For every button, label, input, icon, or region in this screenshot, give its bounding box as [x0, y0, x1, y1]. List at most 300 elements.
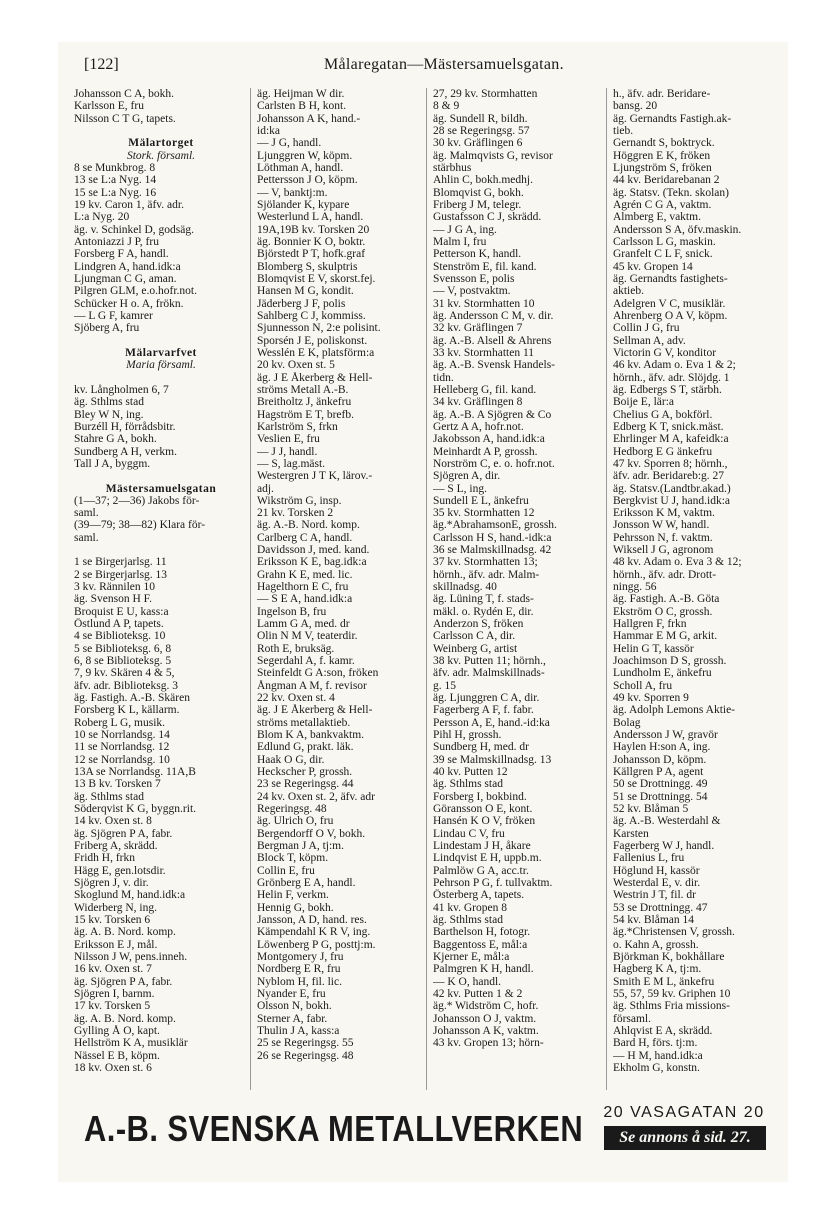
directory-entry: Kämpendahl K R V, ing.	[257, 926, 371, 939]
directory-entry: 13 se L:a Nyg. 14	[74, 174, 157, 187]
directory-entry: Helin G T, kassör	[613, 642, 694, 655]
directory-entry: församl.	[613, 1012, 652, 1025]
directory-entry: Svensson E, polis	[433, 272, 515, 285]
directory-entry: Fagerberg W J, handl.	[613, 840, 715, 853]
directory-entry: Sjunnesson N, 2:e polisint.	[257, 322, 381, 335]
directory-entry: 1 se Birgerjarlsg. 11	[74, 556, 167, 569]
directory-entry: Gertz A A, hofr.not.	[433, 420, 524, 433]
directory-entry: Löthman A, handl.	[257, 161, 344, 174]
directory-entry: 55, 57, 59 kv. Griphen 10	[613, 987, 731, 1000]
directory-entry: Eriksson E J, mål.	[74, 938, 158, 951]
directory-entry: Hammar E M G, arkit.	[613, 630, 718, 643]
directory-entry: Björstedt P T, hofk.graf	[257, 248, 366, 261]
directory-entry: Helleberg G, fil. kand.	[433, 383, 537, 396]
directory-entry: Burzéll H, förrådsbitr.	[74, 420, 176, 433]
directory-entry: Lamm G A, med. dr	[257, 618, 350, 631]
directory-entry: Westergren J T K, lärov.-	[257, 470, 373, 483]
directory-entry: äfv. adr. Beridareb:g. 27	[613, 470, 725, 483]
directory-entry: — V, postvaktm.	[433, 285, 511, 298]
directory-entry: Agrén C G A, vaktm.	[613, 198, 712, 211]
directory-entry: 39 se Malmskillnadsg. 13	[433, 753, 552, 766]
directory-entry: tieb.	[613, 124, 634, 137]
directory-entry: tidn.	[433, 371, 454, 384]
directory-entry: Blomqvist G, bokh.	[433, 186, 524, 199]
directory-entry: hörnh., äfv. adr. Slöjdg. 1	[613, 371, 730, 384]
directory-entry: Bard H, förs. tj:m.	[613, 1037, 698, 1050]
directory-entry: 3 kv. Rännilen 10	[74, 581, 156, 594]
directory-entry: Johansson A K, vaktm.	[433, 1024, 539, 1037]
directory-entry: Granfelt C L F, snick.	[613, 248, 713, 261]
directory-entry: äg. Sthlms stad	[74, 396, 144, 409]
directory-entry: Hedborg E G änkefru	[613, 445, 713, 458]
directory-entry: 19 kv. Caron 1, äfv. adr.	[74, 198, 184, 211]
directory-entry: 10 se Norrlandsg. 14	[74, 729, 170, 742]
directory-entry: Norström C, e. o. hofr.not.	[433, 457, 555, 470]
directory-entry: Ekström O C, grossh.	[613, 605, 713, 618]
directory-entry: Hagström E T, brefb.	[257, 408, 354, 421]
directory-entry: skillnadsg. 40	[433, 581, 497, 594]
section-heading: Mälartorget	[128, 137, 194, 150]
directory-entry: Regeringsg. 48	[257, 803, 327, 816]
advert-address: 20 VASAGATAN 20	[603, 1104, 765, 1121]
directory-entry: 8 se Munkbrog. 8	[74, 161, 156, 174]
directory-entry: 20 kv. Oxen st. 5	[257, 359, 335, 372]
directory-entry: g. 15	[433, 679, 456, 692]
directory-entry: Roberg L G, musik.	[74, 716, 166, 729]
directory-entry: 17 kv. Torsken 5	[74, 1000, 151, 1013]
directory-entry: Haak O G, dir.	[257, 753, 325, 766]
directory-entry: Jansson, A D, hand. res.	[257, 913, 367, 926]
directory-entry: äg.*Christensen V, grossh.	[613, 926, 735, 939]
spacer	[74, 125, 248, 137]
directory-entry: äg. A.-B. Alsell & Ahrens	[433, 334, 552, 347]
directory-entry: Hallgren F, frkn	[613, 618, 687, 631]
directory-entry: äg. A.-B. Westerdahl &	[613, 815, 721, 828]
directory-entry: adj.	[257, 482, 274, 495]
directory-entry: äg. Ulrich O, fru	[257, 815, 334, 828]
directory-entry: 36 se Malmskillnadsg. 42	[433, 544, 552, 557]
directory-entry: o. Kahn A, grossh.	[613, 938, 699, 951]
directory-entry: äg. A.-B. Nord. komp.	[257, 519, 360, 532]
directory-entry: 50 se Drottningg. 49	[613, 778, 708, 791]
directory-entry: Pettersson J O, köpm.	[257, 174, 358, 187]
directory-entry: Hennig G, bokh.	[257, 901, 334, 914]
directory-entry: Scholl A, fru	[613, 679, 673, 692]
directory-entry: äg. Sjögren P A, fabr.	[74, 975, 173, 988]
directory-entry: Collin E, fru	[257, 864, 315, 877]
directory-columns	[68, 88, 784, 1090]
directory-entry: 19A,19B kv. Torsken 20	[257, 223, 370, 236]
directory-entry: 14 kv. Oxen st. 8	[74, 815, 152, 828]
directory-entry: 16 kv. Oxen st. 7	[74, 963, 152, 976]
directory-entry: 23 se Regeringsg. 44	[257, 778, 354, 791]
directory-entry: äg. Sthlms stad	[433, 913, 503, 926]
directory-entry: 13A se Norrlandsg. 11A,B	[74, 766, 196, 779]
section-heading: Mästersamuelsgatan	[105, 482, 217, 495]
directory-entry: id:ka	[257, 124, 280, 137]
directory-entry: mäkl. o. Rydén E, dir.	[433, 605, 534, 618]
page-number: [122]	[84, 56, 119, 73]
directory-entry: hörnh., äfv. adr. Drott-	[613, 568, 717, 581]
directory-entry: 54 kv. Blåman 14	[613, 913, 695, 926]
directory-entry: 52 kv. Blåman 5	[613, 803, 689, 816]
directory-entry: Ångman A M, f. revisor	[257, 679, 367, 692]
directory-entry: Andersson S A, öfv.maskin.	[613, 223, 742, 236]
directory-entry: Westrin J T, fil. dr	[613, 889, 696, 902]
directory-entry: 37 kv. Stormhatten 13;	[433, 556, 538, 569]
directory-entry: Malm I, fru	[433, 235, 487, 248]
directory-entry: 7, 9 kv. Skären 4 & 5,	[74, 667, 175, 680]
directory-entry: Nyblom H, fil. lic.	[257, 975, 342, 988]
directory-entry: äg. A.-B. A Sjögren & Co	[433, 408, 552, 421]
directory-entry: Forsberg F A, handl.	[74, 248, 169, 261]
directory-entry: Montgomery J, fru	[257, 950, 344, 963]
directory-entry: Johansson O J, vaktm.	[433, 1012, 537, 1025]
directory-entry: Sundell E L, änkefru	[433, 494, 529, 507]
directory-entry: Pehrsson N, f. vaktm.	[613, 531, 713, 544]
directory-entry: 35 kv. Stormhatten 12	[433, 507, 535, 520]
directory-entry: 21 kv. Torsken 2	[257, 507, 334, 520]
directory-entry: Grönberg E A, handl.	[257, 877, 356, 889]
directory-entry: äfv. adr. Biblioteksg. 3	[74, 679, 179, 692]
directory-entry: äg. Ljunggren C A, dir.	[433, 692, 540, 705]
directory-entry: Broquist E U, kass:a	[74, 605, 169, 618]
page-title: Målaregatan—Mästersamuelsgatan.	[324, 56, 564, 73]
directory-entry: Hansen M G, kondit.	[257, 285, 354, 298]
directory-entry: Carlsten B H, kont.	[257, 100, 347, 113]
directory-entry: 44 kv. Beridarebanan 2	[613, 174, 720, 187]
advert-company: A.-B. SVENSKA METALLVERKEN	[84, 1108, 584, 1149]
directory-entry: Skoglund M, hand.idk:a	[74, 889, 186, 902]
directory-entry: äg. Statsv. (Tekn. skolan)	[613, 186, 729, 199]
directory-entry: Höglund H, kassör	[613, 864, 700, 877]
directory-entry: Widerberg N, ing.	[74, 901, 157, 914]
directory-entry: Eriksson K M, vaktm.	[613, 507, 715, 520]
directory-entry: Edlund G, prakt. läk.	[257, 741, 354, 754]
directory-entry: Carlberg C A, handl.	[257, 531, 353, 544]
directory-entry: Tall J A, byggm.	[74, 457, 151, 470]
directory-entry: saml.	[74, 507, 99, 520]
directory-entry: Wesslén E K, platsförm:a	[257, 346, 375, 359]
directory-entry: Höggren E K, fröken	[613, 149, 711, 162]
directory-entry: äg. v. Schinkel D, godsäg.	[74, 223, 194, 236]
directory-entry: Haylen H:son A, ing.	[613, 741, 711, 754]
directory-entry: 46 kv. Adam o. Eva 1 & 2;	[613, 359, 736, 372]
directory-entry: ströms Metall A.-B.	[257, 383, 349, 396]
directory-entry: 5 se Biblioteksg. 6, 8	[74, 642, 172, 655]
directory-entry: Ahrenberg O A V, köpm.	[613, 309, 728, 322]
directory-entry: Nyander E, fru	[257, 987, 326, 1000]
directory-entry: Steinfeldt G A:son, fröken	[257, 667, 379, 680]
directory-entry: äfv. adr. Malmskillnads-	[433, 667, 545, 680]
directory-entry: Carlsson C A, dir.	[433, 630, 516, 643]
directory-entry: Sahlberg C J, kommiss.	[257, 309, 366, 322]
spacer	[74, 372, 248, 384]
directory-entry: äg. Svenson H F.	[74, 593, 152, 606]
spacer	[74, 544, 248, 556]
directory-entry: Andersson J W, gravör	[613, 729, 718, 742]
directory-entry: 34 kv. Gräflingen 8	[433, 396, 523, 409]
directory-entry: 40 kv. Putten 12	[433, 766, 508, 779]
directory-entry: Hägg E, gen.lotsdir.	[74, 864, 166, 877]
directory-entry: Gylling Å O, kapt.	[74, 1024, 160, 1037]
directory-entry: 42 kv. Putten 1 & 2	[433, 987, 523, 1000]
directory-entry: aktieb.	[613, 285, 644, 298]
directory-entry: Bergendorff O V, bokh.	[257, 827, 366, 840]
directory-entry: Stahre G A, bokh.	[74, 433, 157, 446]
directory-entry: Östlund A P, tapets.	[74, 618, 164, 631]
directory-entry: — K O, handl.	[433, 975, 502, 988]
directory-entry: Olsson N, bokh.	[257, 1000, 332, 1013]
directory-entry: 22 kv. Oxen st. 4	[257, 692, 335, 705]
directory-entry: 28 se Regeringsg. 57	[433, 124, 530, 137]
page-header	[84, 52, 784, 82]
directory-entry: kv. Långholmen 6, 7	[74, 383, 169, 396]
directory-entry: (1—37; 2—36) Jakobs för-	[74, 494, 200, 507]
directory-entry: Bolag	[613, 716, 641, 729]
directory-entry: 11 se Norrlandsg. 12	[74, 741, 170, 754]
directory-entry: äg. A.-B. Svensk Handels-	[433, 359, 556, 372]
directory-entry: Edberg K T, snick.mäst.	[613, 420, 724, 433]
directory-entry: Ljungman C G, aman.	[74, 272, 177, 285]
directory-entry: Wiksell J G, agronom	[613, 544, 714, 557]
directory-entry: Ahlin C, bokh.medhj.	[433, 174, 533, 187]
directory-entry: Weinberg G, artist	[433, 642, 518, 655]
directory-entry: äg. Statsv.(Landtbr.akad.)	[613, 482, 731, 495]
directory-entry: Gustafsson C J, skrädd.	[433, 211, 542, 224]
column-1	[68, 88, 250, 1090]
directory-entry: äg. A. B. Nord. komp.	[74, 1012, 176, 1025]
directory-entry: Sjölander K, kypare	[257, 198, 350, 211]
directory-entry: Segerdahl A, f. kamr.	[257, 655, 355, 668]
directory-entry: ningg. 56	[613, 581, 657, 594]
directory-entry: 53 se Drottningg. 47	[613, 901, 708, 914]
directory-entry: äg. Adolph Lemons Aktie-	[613, 704, 736, 717]
directory-entry: Forsberg I, bokbind.	[433, 790, 527, 803]
directory-entry: Davidsson J, med. kand.	[257, 544, 370, 557]
directory-entry: Veslien E, fru	[257, 433, 320, 446]
directory-entry: ströms metallaktieb.	[257, 716, 351, 729]
directory-entry: Petterson K, handl.	[433, 248, 522, 261]
directory-entry: Österberg A, tapets.	[433, 889, 525, 902]
directory-entry: äg. Edbergs S T, stärbh.	[613, 383, 722, 396]
directory-entry: Fallenius L, fru	[613, 852, 685, 865]
directory-entry: äg. Sthlms stad	[433, 778, 503, 791]
directory-entry: Björkman K, bokhållare	[613, 950, 725, 963]
directory-entry: Schücker H o. A, frökn.	[74, 297, 184, 310]
directory-entry: Friberg J M, telegr.	[433, 198, 522, 211]
directory-entry: Persson A, E, hand.-id:ka	[433, 716, 550, 729]
parish-note: Maria församl.	[126, 359, 196, 372]
directory-entry: Fagerberg A F, f. fabr.	[433, 704, 534, 717]
directory-entry: Lindgren A, hand.idk:a	[74, 260, 181, 273]
directory-entry: — S L, ing.	[433, 482, 487, 495]
directory-entry: Sterner A, fabr.	[257, 1012, 328, 1025]
section-heading: Mälarvarfvet	[125, 346, 197, 359]
directory-entry: 43 kv. Gropen 13; hörn-	[433, 1037, 544, 1050]
directory-entry: Sjögren I, barnm.	[74, 987, 155, 1000]
directory-entry: — H M, hand.idk:a	[613, 1049, 703, 1062]
directory-entry: Antoniazzi J P, fru	[74, 235, 159, 248]
directory-entry: Jonsson W W, handl.	[613, 519, 710, 532]
directory-entry: Ingelson B, fru	[257, 605, 327, 618]
directory-entry: Karlsson E, fru	[74, 100, 144, 113]
directory-entry: äg. Sthlms stad	[74, 790, 144, 803]
directory-entry: Ljungström S, fröken	[613, 161, 712, 174]
directory-entry: Göransson O E, kont.	[433, 803, 533, 816]
directory-entry: 24 kv. Oxen st. 2, äfv. adr	[257, 790, 375, 803]
directory-entry: Sundberg A H, verkm.	[74, 445, 177, 458]
directory-entry: Bley W N, ing.	[74, 408, 144, 421]
directory-entry: 31 kv. Stormhatten 10	[433, 297, 535, 310]
directory-entry: Helin F, verkm.	[257, 889, 329, 902]
directory-entry: 47 kv. Sporren 8; hörnh.,	[613, 457, 728, 470]
directory-entry: Eriksson K E, bag.idk:a	[257, 556, 367, 569]
directory-entry: Lindestam J H, åkare	[433, 840, 531, 853]
directory-entry: 30 kv. Gräflingen 6	[433, 137, 523, 150]
directory-entry: äg. J E Åkerberg & Hell-	[257, 704, 373, 717]
advertisement	[84, 1100, 784, 1162]
directory-entry: Pilgren GLM, e.o.hofr.not.	[74, 285, 197, 298]
directory-entry: äg. Andersson C M, v. dir.	[433, 309, 554, 322]
directory-entry: äg. J E Åkerberg & Hell-	[257, 371, 373, 384]
directory-entry: Heckscher P, grossh.	[257, 766, 353, 779]
directory-entry: 15 se L:a Nyg. 16	[74, 186, 157, 199]
column-2	[250, 88, 426, 1090]
directory-entry: 4 se Biblioteksg. 10	[74, 630, 166, 643]
directory-entry: äg. Gernandts fastighets-	[613, 272, 728, 285]
directory-entry: Victorin G V, konditor	[613, 346, 717, 359]
directory-entry: Blomqvist E V, skorst.fej.	[257, 272, 376, 285]
directory-entry: Barthelson H, fotogr.	[433, 926, 531, 939]
directory-entry: Nässel E B, köpm.	[74, 1049, 160, 1062]
directory-entry: Wikström G, insp.	[257, 494, 342, 507]
directory-entry: Johansson D, köpm.	[613, 753, 707, 766]
directory-entry: Fridh H, frkn	[74, 852, 136, 865]
directory-entry: 8 & 9	[433, 100, 460, 113]
directory-entry: Kjerner E, mål:a	[433, 950, 510, 963]
directory-entry: Breitholtz J, änkefru	[257, 396, 352, 409]
directory-entry: äg.* Widström C, hofr.	[433, 1000, 539, 1013]
directory-entry: Stenström E, fil. kand.	[433, 260, 537, 273]
directory-entry: bansg. 20	[613, 100, 658, 113]
directory-entry: Karlström S, frkn	[257, 420, 338, 433]
directory-entry: — L G F, kamrer	[74, 309, 153, 322]
directory-entry: Söderqvist K G, byggn.rit.	[74, 803, 197, 816]
directory-entry: Gernandt S, boktryck.	[613, 137, 715, 150]
directory-entry: Bergkvist U J, hand.idk:a	[613, 494, 731, 507]
directory-entry: Johansson A K, hand.-	[257, 112, 361, 125]
directory-entry: Boije E, lär:a	[613, 396, 674, 409]
directory-page	[58, 42, 788, 1182]
directory-entry: — J G A, ing.	[433, 223, 497, 236]
directory-entry: 32 kv. Gräflingen 7	[433, 322, 523, 335]
directory-entry: Palmlöw G A, acc.tr.	[433, 864, 529, 877]
directory-entry: Jakobsson A, hand.idk:a	[433, 433, 545, 446]
directory-entry: äg. A. B. Nord. komp.	[74, 926, 176, 939]
directory-entry: 48 kv. Adam o. Eva 3 & 12;	[613, 556, 742, 569]
directory-entry: 15 kv. Torsken 6	[74, 913, 151, 926]
directory-entry: Almberg E, vaktm.	[613, 211, 701, 224]
directory-entry: 33 kv. Stormhatten 11	[433, 346, 535, 359]
directory-entry: Chelius G A, bokförl.	[613, 408, 713, 421]
directory-entry: äg. Bonnier K O, boktr.	[257, 235, 366, 248]
directory-entry: 38 kv. Putten 11; hörnh.,	[433, 655, 546, 668]
directory-entry: 2 se Birgerjarlsg. 13	[74, 568, 168, 581]
directory-entry: Meinhardt A P, grossh.	[433, 445, 538, 458]
directory-entry: 6, 8 se Biblioteksg. 5	[74, 655, 172, 668]
directory-entry: 26 se Regeringsg. 48	[257, 1049, 354, 1062]
directory-entry: äg. Fastigh. A.-B. Göta	[613, 593, 720, 606]
directory-entry: Ehrlinger M A, kafeidk:a	[613, 433, 729, 446]
directory-entry: — S E A, hand.idk:a	[257, 593, 353, 606]
directory-entry: äg.*AbrahamsonE, grossh.	[433, 519, 557, 532]
directory-entry: h., äfv. adr. Beridare-	[613, 88, 711, 100]
spacer	[74, 470, 248, 482]
directory-entry: äg. Heijman W dir.	[257, 88, 345, 100]
directory-entry: Collin J G, fru	[613, 322, 680, 335]
parish-note: Stork. församl.	[126, 149, 196, 162]
directory-entry: Roth E, bruksäg.	[257, 642, 335, 655]
spacer	[74, 335, 248, 347]
directory-entry: 41 kv. Gropen 8	[433, 901, 507, 914]
directory-entry: Nilsson J W, pens.inneh.	[74, 950, 188, 963]
directory-entry: Blomberg S, skulptris	[257, 260, 358, 273]
directory-entry: Ljunggren W, köpm.	[257, 149, 353, 162]
directory-entry: Nordberg E R, fru	[257, 963, 341, 976]
directory-entry: 51 se Drottningg. 54	[613, 790, 708, 803]
directory-entry: Karsten	[613, 827, 649, 840]
directory-entry: Jäderberg J F, polis	[257, 297, 346, 310]
directory-entry: Sjögren A, dir.	[433, 470, 501, 483]
directory-entry: Sporsén J E, poliskonst.	[257, 334, 368, 347]
directory-entry: 18 kv. Oxen st. 6	[74, 1061, 152, 1074]
directory-entry: äg. Sjögren P A, fabr.	[74, 827, 173, 840]
directory-entry: Joachimson D S, grossh.	[613, 655, 727, 668]
directory-entry: Johansson C A, bokh.	[74, 88, 174, 100]
directory-entry: saml.	[74, 531, 99, 544]
directory-entry: stärbhus	[433, 161, 472, 174]
directory-entry: Löwenberg P G, posttj:m.	[257, 938, 376, 951]
directory-entry: — S, lag.mäst.	[257, 457, 326, 470]
directory-entry: äg. Fastigh. A.-B. Skären	[74, 692, 190, 705]
directory-entry: Pihl H, grossh.	[433, 729, 502, 742]
directory-entry: Sjöberg A, fru	[74, 322, 140, 335]
directory-entry: Hagelthorn E C, fru	[257, 581, 349, 594]
directory-entry: Lindqvist E H, uppb.m.	[433, 852, 542, 865]
directory-entry: Blom K A, bankvaktm.	[257, 729, 365, 742]
directory-entry: Adelgren V C, musiklär.	[613, 297, 726, 310]
directory-entry: Hagberg K A, tj:m.	[613, 963, 702, 976]
directory-entry: 25 se Regeringsg. 55	[257, 1037, 354, 1050]
directory-entry: Anderzon S, fröken	[433, 618, 524, 631]
directory-entry: 27, 29 kv. Stormhatten	[433, 88, 538, 100]
directory-entry: Nilsson C T G, tapets.	[74, 112, 176, 125]
directory-entry: Sundberg H, med. dr	[433, 741, 529, 754]
directory-entry: Olin N M V, teaterdir.	[257, 630, 358, 643]
directory-entry: Sjögren J, v. dir.	[74, 877, 149, 889]
directory-entry: 49 kv. Sporren 9	[613, 692, 689, 705]
directory-entry: Ahlqvist E A, skrädd.	[613, 1024, 713, 1037]
directory-entry: äg. Sundell R, bildh.	[433, 112, 528, 125]
directory-entry: Hellström K A, musiklär	[74, 1037, 188, 1050]
directory-entry: Källgren P A, agent	[613, 766, 704, 779]
directory-entry: Friberg A, skrädd.	[74, 840, 158, 853]
directory-entry: äg. Gernandts Fastigh.ak-	[613, 112, 732, 125]
directory-entry: (39—79; 38—82) Klara för-	[74, 519, 206, 532]
directory-entry: — V, banktj:m.	[257, 186, 328, 199]
directory-entry: 13 B kv. Torsken 7	[74, 778, 161, 791]
